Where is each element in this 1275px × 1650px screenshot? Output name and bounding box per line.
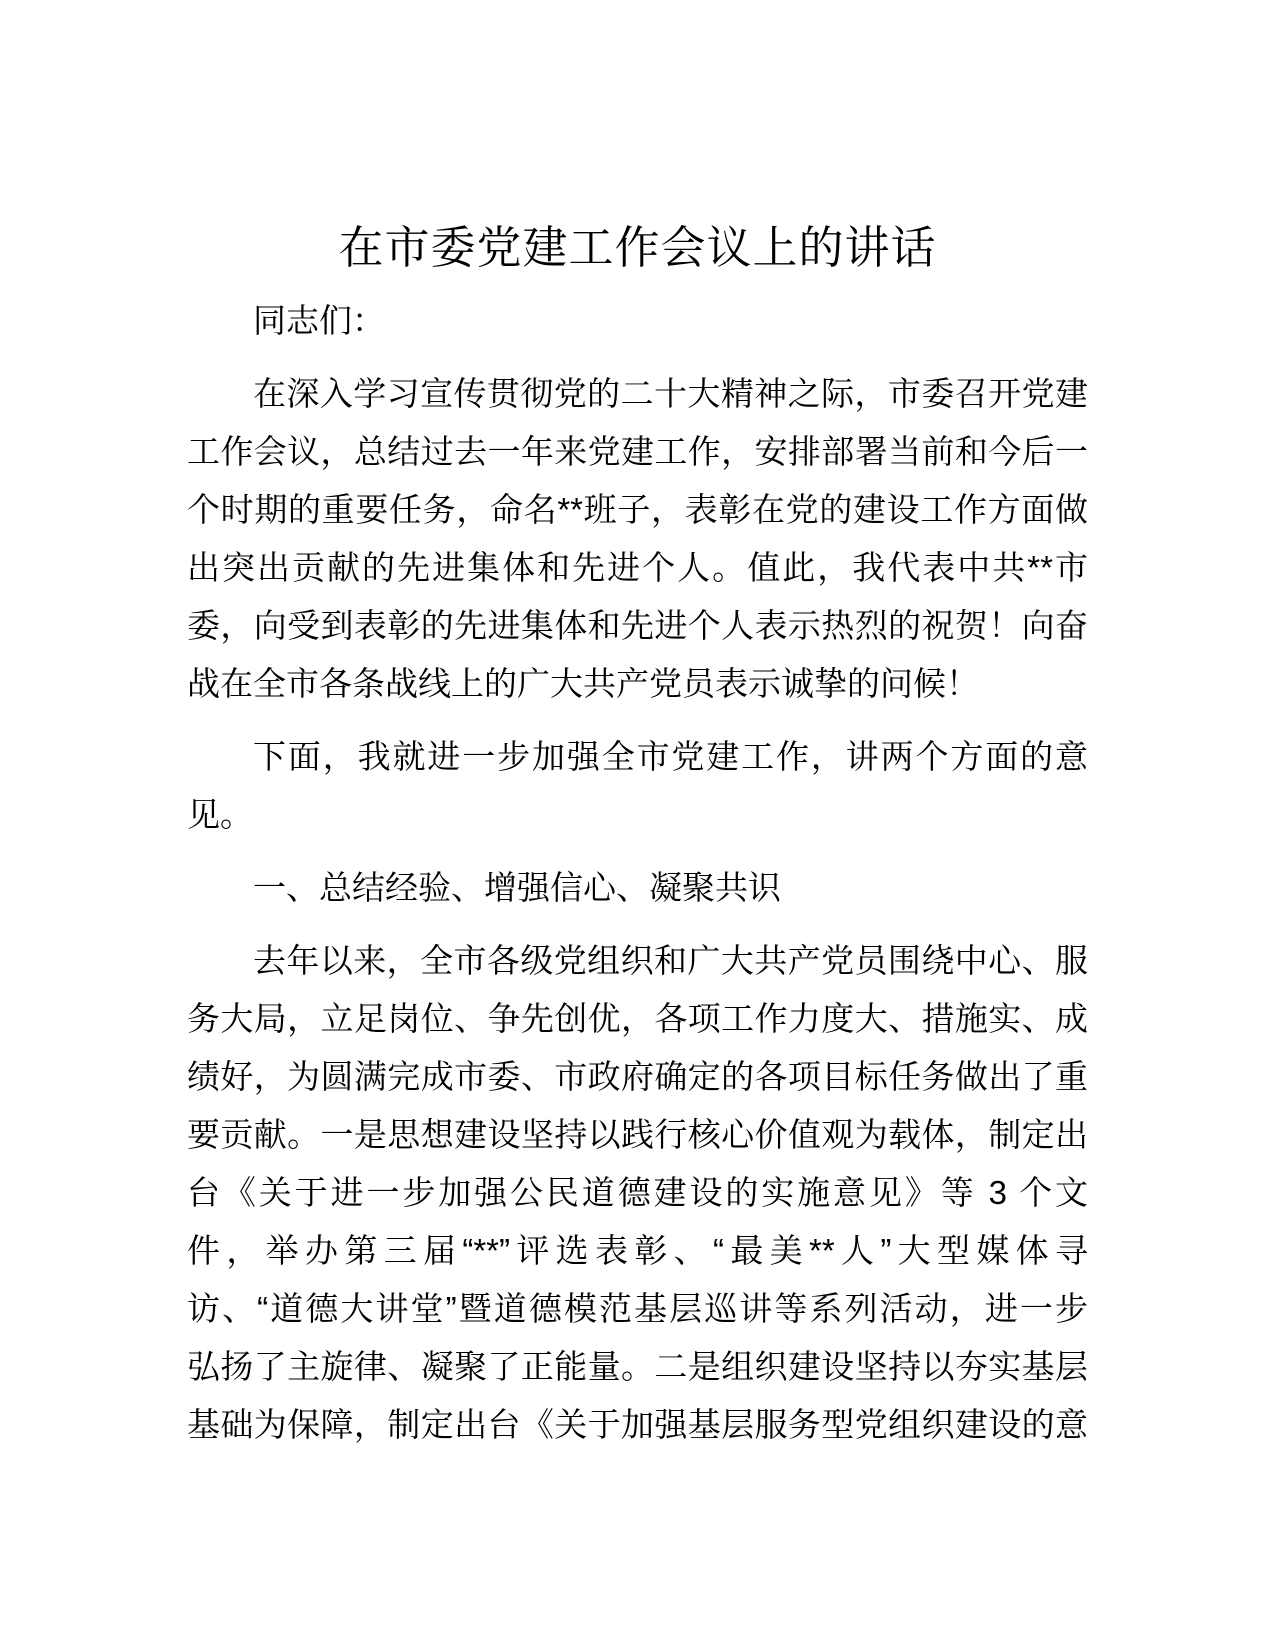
document-body <box>187 292 1088 1454</box>
text-line: 见。 <box>187 796 253 833</box>
text-line: 委，向受到表彰的先进集体和先进个人表示热烈的祝贺！向奋 <box>187 607 1088 644</box>
document-title: 在市委党建工作会议上的讲话 <box>338 222 937 273</box>
text-line: 战在全市各条战线上的广大共产党员表示诚挚的问候！ <box>187 665 979 702</box>
text-line: 台《关于进一步加强公民道德建设的实施意见》等 3 个文 <box>187 1174 1088 1211</box>
text-line: 工作会议，总结过去一年来党建工作，安排部署当前和今后一 <box>187 433 1088 470</box>
text-line: 绩好，为圆满完成市委、市政府确定的各项目标任务做出了重 <box>187 1058 1088 1095</box>
paragraph <box>187 932 1088 1454</box>
text-line: 基础为保障，制定出台《关于加强基层服务型党组织建设的意 <box>187 1406 1088 1443</box>
text-line: 在深入学习宣传贯彻党的二十大精神之际，市委召开党建 <box>253 375 1088 412</box>
text-line: 一、总结经验、增强信心、凝聚共识 <box>253 869 781 906</box>
text-line: 个时期的重要任务，命名**班子，表彰在党的建设工作方面做 <box>187 491 1088 528</box>
paragraph <box>187 728 1088 844</box>
paragraph <box>187 292 1088 350</box>
text-line: 要贡献。一是思想建设坚持以践行核心价值观为载体，制定出 <box>187 1116 1088 1153</box>
text-line: 出突出贡献的先进集体和先进个人。值此，我代表中共**市 <box>187 549 1088 586</box>
text-line: 去年以来，全市各级党组织和广大共产党员围绕中心、服 <box>253 942 1088 979</box>
text-line: 访、“道德大讲堂”暨道德模范基层巡讲等系列活动，进一步 <box>187 1290 1088 1327</box>
document-content <box>187 218 1088 1469</box>
text-line: 弘扬了主旋律、凝聚了正能量。二是组织建设坚持以夯实基层 <box>187 1348 1088 1385</box>
text-line: 件，举办第三届“**”评选表彰、“最美**人”大型媒体寻 <box>187 1232 1088 1269</box>
section-heading <box>187 859 1088 917</box>
text-line: 同志们： <box>253 302 385 339</box>
paragraph <box>187 365 1088 713</box>
text-line: 务大局，立足岗位、争先创优，各项工作力度大、措施实、成 <box>187 1000 1088 1037</box>
text-line: 下面，我就进一步加强全市党建工作，讲两个方面的意 <box>253 738 1088 775</box>
